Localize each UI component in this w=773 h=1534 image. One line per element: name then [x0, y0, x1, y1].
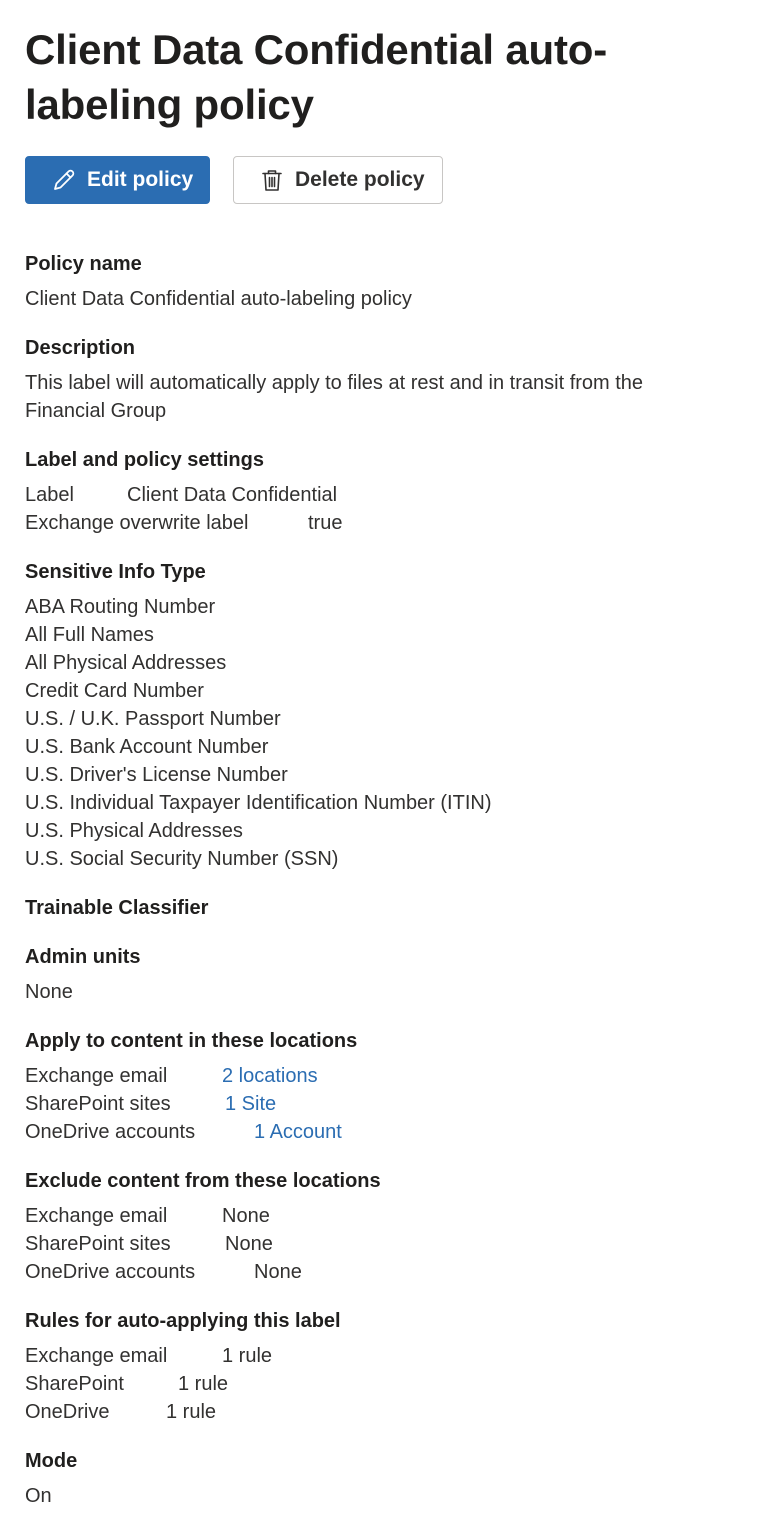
- trash-icon: [259, 167, 285, 193]
- list-item: All Physical Addresses: [25, 652, 227, 674]
- exchange-overwrite-value: true: [308, 512, 343, 534]
- policy-name-heading: Policy name: [25, 253, 142, 275]
- apply-exchange-link[interactable]: 2 locations: [222, 1065, 318, 1087]
- list-item: U.S. / U.K. Passport Number: [25, 708, 281, 730]
- exclude-exchange-key: Exchange email: [25, 1205, 168, 1227]
- sensitive-info-section: [25, 558, 748, 873]
- exclude-onedrive-row: [25, 1258, 748, 1286]
- list-item: U.S. Bank Account Number: [25, 736, 269, 758]
- exclude-sharepoint-key: SharePoint sites: [25, 1233, 171, 1255]
- sensitive-info-list: [25, 593, 748, 873]
- label-row: [25, 481, 748, 509]
- rules-section: [25, 1307, 748, 1426]
- rules-onedrive-value: 1 rule: [166, 1401, 217, 1423]
- edit-policy-button[interactable]: [25, 156, 210, 204]
- exclude-sharepoint-value: None: [225, 1233, 273, 1255]
- list-item: ABA Routing Number: [25, 596, 216, 618]
- rules-onedrive-key: OneDrive: [25, 1401, 110, 1423]
- admin-units-section: [25, 943, 748, 1006]
- label-settings-heading: Label and policy settings: [25, 449, 264, 471]
- list-item: U.S. Social Security Number (SSN): [25, 848, 339, 870]
- exchange-overwrite-row: [25, 509, 748, 537]
- list-item: Credit Card Number: [25, 680, 204, 702]
- pencil-icon: [51, 167, 77, 193]
- policy-name-section: [25, 250, 748, 313]
- exclude-exchange-value: None: [222, 1205, 270, 1227]
- action-bar: [25, 156, 748, 204]
- rules-heading: Rules for auto-applying this label: [25, 1310, 341, 1332]
- exclude-onedrive-key: OneDrive accounts: [25, 1261, 196, 1283]
- description-heading: Description: [25, 337, 136, 359]
- apply-exchange-key: Exchange email: [25, 1065, 168, 1087]
- apply-onedrive-link[interactable]: 1 Account: [254, 1121, 342, 1143]
- exclude-sharepoint-row: [25, 1230, 748, 1258]
- description-line-2: Financial Group: [25, 400, 167, 422]
- edit-policy-label: Edit policy: [87, 168, 194, 191]
- description-line-1: This label will automatically apply to files at rest and in transit from the: [25, 372, 644, 394]
- rules-exchange-key: Exchange email: [25, 1345, 168, 1367]
- apply-locations-heading: Apply to content in these locations: [25, 1030, 358, 1052]
- label-value: Client Data Confidential: [127, 484, 338, 506]
- mode-heading: Mode: [25, 1450, 78, 1472]
- apply-onedrive-key: OneDrive accounts: [25, 1121, 196, 1143]
- exclude-onedrive-value: None: [254, 1261, 302, 1283]
- apply-exchange-row: [25, 1062, 748, 1090]
- description-section: [25, 334, 748, 425]
- delete-policy-label: Delete policy: [295, 168, 425, 191]
- exchange-overwrite-key: Exchange overwrite label: [25, 512, 249, 534]
- mode-value: On: [25, 1485, 52, 1507]
- policy-name-value: Client Data Confidential auto-labeling policy: [25, 288, 412, 310]
- delete-policy-button[interactable]: [233, 156, 443, 204]
- label-key: Label: [25, 484, 74, 506]
- rules-onedrive-row: [25, 1398, 748, 1426]
- admin-units-value: None: [25, 981, 73, 1003]
- rules-exchange-value: 1 rule: [222, 1345, 273, 1367]
- rules-exchange-row: [25, 1342, 748, 1370]
- admin-units-heading: Admin units: [25, 946, 141, 968]
- rules-sharepoint-value: 1 rule: [178, 1373, 229, 1395]
- trainable-classifier-section: [25, 894, 748, 922]
- exclude-exchange-row: [25, 1202, 748, 1230]
- exclude-locations-section: [25, 1167, 748, 1286]
- apply-locations-section: [25, 1027, 748, 1146]
- apply-sharepoint-link[interactable]: 1 Site: [225, 1093, 277, 1115]
- list-item: U.S. Driver's License Number: [25, 764, 288, 786]
- mode-section: [25, 1447, 748, 1510]
- exclude-locations-heading: Exclude content from these locations: [25, 1170, 381, 1192]
- apply-sharepoint-row: [25, 1090, 748, 1118]
- list-item: All Full Names: [25, 624, 154, 646]
- apply-sharepoint-key: SharePoint sites: [25, 1093, 171, 1115]
- trainable-classifier-heading: Trainable Classifier: [25, 897, 209, 919]
- rules-sharepoint-row: [25, 1370, 748, 1398]
- rules-sharepoint-key: SharePoint: [25, 1373, 124, 1395]
- apply-onedrive-row: [25, 1118, 748, 1146]
- list-item: U.S. Individual Taxpayer Identification Number (ITIN): [25, 792, 492, 814]
- list-item: U.S. Physical Addresses: [25, 820, 243, 842]
- sensitive-info-heading: Sensitive Info Type: [25, 561, 206, 583]
- label-settings-section: [25, 446, 748, 537]
- page-title: Client Data Confidential auto-labeling policy: [25, 26, 608, 128]
